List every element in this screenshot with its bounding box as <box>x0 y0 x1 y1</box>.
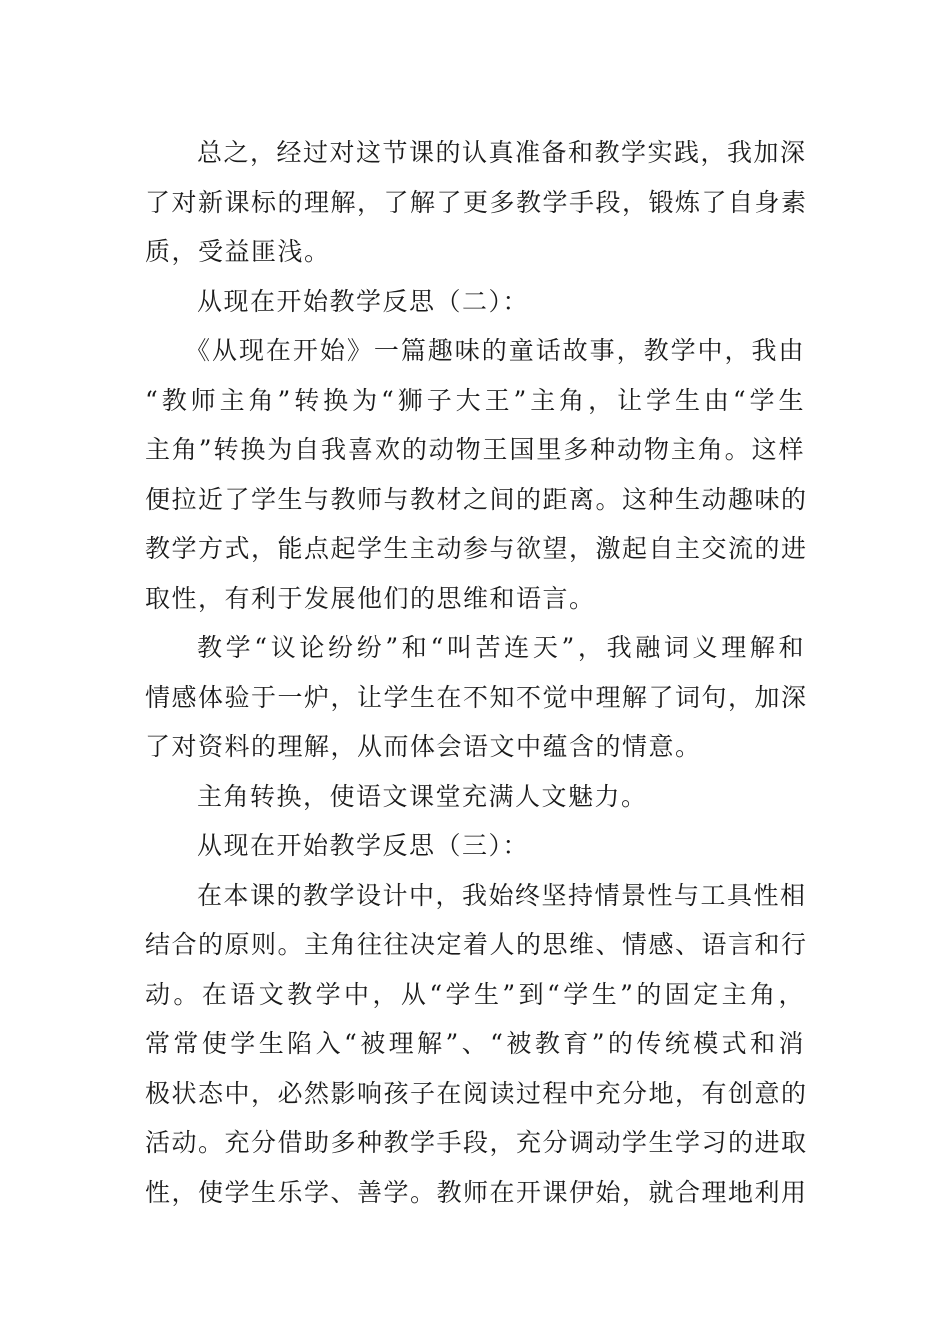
text-line: 便拉近了学生与教师与教材之间的距离。这种生动趣味的 <box>145 484 808 514</box>
text-line: “教师主角”转换为“狮子大王”主角，让学生由“学生 <box>145 385 805 415</box>
text-line: 结合的原则。主角往往决定着人的思维、情感、语言和行 <box>145 930 808 959</box>
text-line: 性，使学生乐学、善学。教师在开课伊始，就合理地利用 <box>145 1177 808 1207</box>
text-line: 质，受益匪浅。 <box>145 237 331 266</box>
text-line: 取性，有利于发展他们的思维和语言。 <box>145 583 596 613</box>
paragraph <box>145 821 805 871</box>
paragraph <box>145 277 805 327</box>
text-line: 主角转换，使语文课堂充满人文魅力。 <box>197 781 648 811</box>
text-line: 教学“议论纷纷”和“叫苦连天”，我融词义理解和 <box>197 633 805 662</box>
paragraph <box>145 772 805 822</box>
text-line: 在本课的教学设计中，我始终坚持情景性与工具性相 <box>197 880 807 910</box>
text-line: 动。在语文教学中，从“学生”到“学生”的固定主角， <box>145 979 805 1009</box>
text-line: 情感体验于一炉，让学生在不知不觉中理解了词句，加深 <box>145 682 808 712</box>
text-line: 从现在开始教学反思（三）： <box>197 831 530 860</box>
text-line: 极状态中，必然影响孩子在阅读过程中充分地，有创意的 <box>145 1078 808 1108</box>
text-line: 活动。充分借助多种教学手段，充分调动学生学习的进取 <box>145 1128 808 1157</box>
text-line: 从现在开始教学反思（二）： <box>197 286 530 316</box>
text-line: 《从现在开始》一篇趣味的童话故事，教学中，我由 <box>185 336 805 365</box>
text-line: 教学方式，能点起学生主动参与欲望，激起自主交流的进 <box>145 534 808 563</box>
text-line: 了对新课标的理解，了解了更多教学手段，锻炼了自身素 <box>145 187 808 217</box>
paragraph <box>145 326 808 623</box>
text-line: 常常使学生陷入“被理解”、“被教育”的传统模式和消 <box>145 1029 805 1058</box>
paragraph <box>145 128 808 277</box>
paragraph <box>145 871 808 1218</box>
text-line: 总之，经过对这节课的认真准备和教学实践，我加深 <box>197 138 807 167</box>
text-line: 了对资料的理解，从而体会语文中蕴含的情意。 <box>145 732 702 761</box>
text-line: 主角”转换为自我喜欢的动物王国里多种动物主角。这样 <box>145 435 805 464</box>
document-body <box>145 128 808 1217</box>
paragraph <box>145 623 808 772</box>
